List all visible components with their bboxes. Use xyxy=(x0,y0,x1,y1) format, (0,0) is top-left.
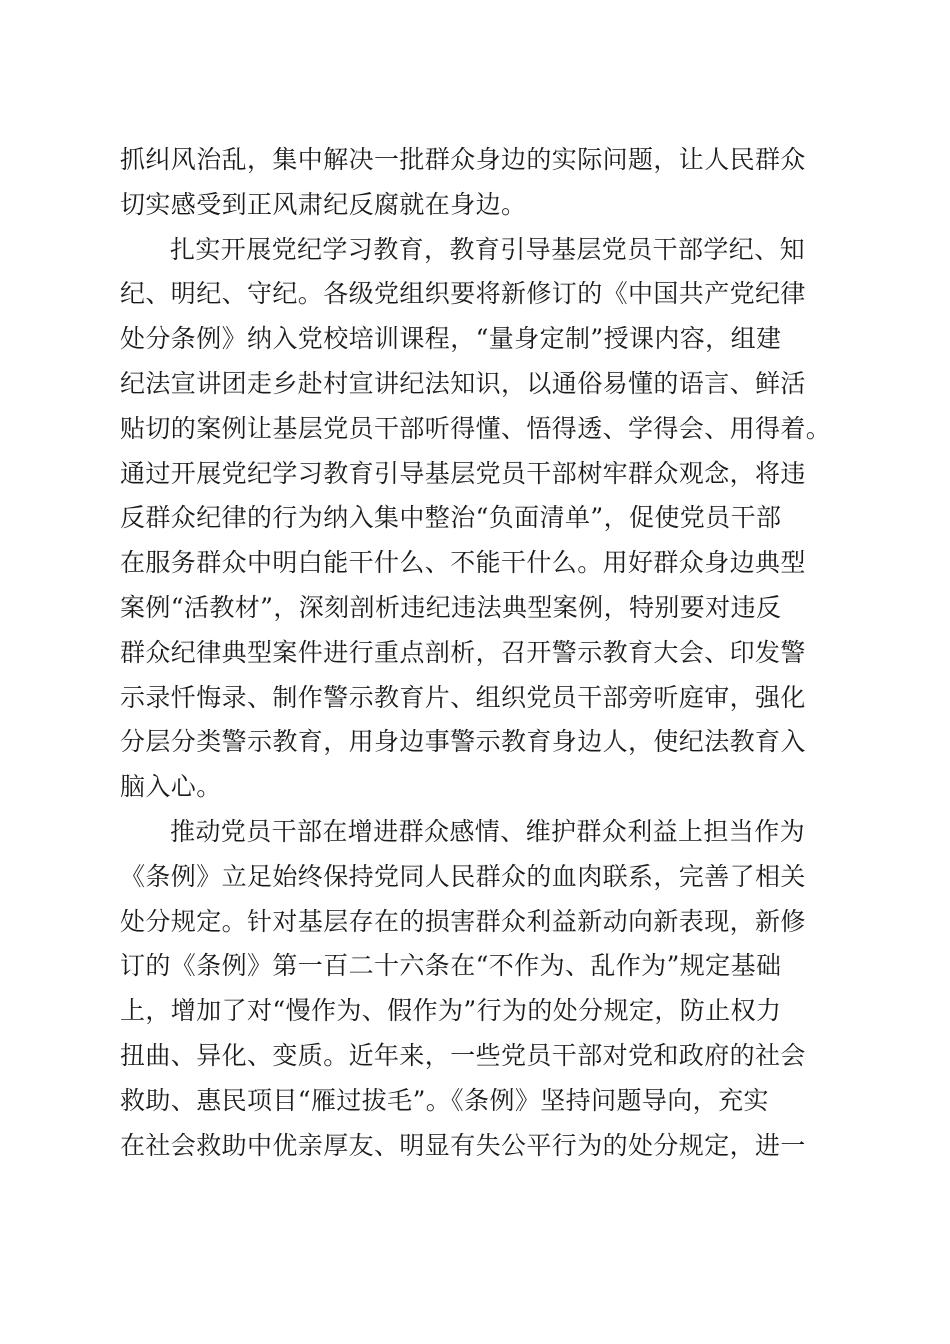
text-line: 通过开展党纪学习教育引导基层党员干部树牢群众观念，将违 xyxy=(120,458,806,488)
text-line: 在社会救助中优亲厚友、明显有失公平行为的处分规定，进一 xyxy=(120,1130,806,1160)
paragraph-heading-line: 扎实开展党纪学习教育，教育引导基层党员干部学纪、知 xyxy=(170,234,806,264)
text-line: 抓纠风治乱，集中解决一批群众身边的实际问题，让人民群众 xyxy=(120,145,806,174)
text-line: 处分条例》纳入党校培训课程，“量身定制”授课内容，组建 xyxy=(120,324,782,354)
text-line: 救助、惠民项目“雁过拔毛”。《条例》坚持问题导向，充实 xyxy=(120,1085,769,1115)
text-line: 处分规定。针对基层存在的损害群众利益新动向新表现，新修 xyxy=(120,906,806,936)
text-line: 订的《条例》第一百二十六条在“不作为、乱作为”规定基础 xyxy=(120,951,782,981)
text-line: 反群众纪律的行为纳入集中整治“负面清单”，促使党员干部 xyxy=(120,503,782,533)
text-line: 在服务群众中明白能干什么、不能干什么。用好群众身边典型 xyxy=(120,548,806,578)
text-line: 群众纪律典型案件进行重点剖析，召开警示教育大会、印发警 xyxy=(120,637,806,667)
text-line: 上，增加了对“慢作为、假作为”行为的处分规定，防止权力 xyxy=(120,996,782,1026)
text-line: 案例“活教材”，深刻剖析违纪违法典型案例，特别要对违反 xyxy=(120,592,782,622)
text-line: 切实感受到正风肃纪反腐就在身边。 xyxy=(120,189,527,219)
text-line: 纪法宣讲团走乡赴村宣讲纪法知识，以通俗易懂的语言、鲜活 xyxy=(120,368,806,398)
text-line: 贴切的案例让基层党员干部听得懂、悟得透、学得会、用得着。 xyxy=(120,413,832,443)
paragraph-heading-line: 推动党员干部在增进群众感情、维护群众利益上担当作为 xyxy=(170,816,806,846)
text-line: 示录忏悔录、制作警示教育片、组织党员干部旁听庭审，强化 xyxy=(120,682,806,712)
text-line: 脑入心。 xyxy=(120,772,222,802)
text-line: 《条例》立足始终保持党同人民群众的血肉联系，完善了相关 xyxy=(120,861,806,891)
text-line: 纪、明纪、守纪。各级党组织要将新修订的《中国共产党纪律 xyxy=(120,279,806,309)
document-page xyxy=(120,138,832,1168)
text-line: 扭曲、异化、变质。近年来，一些党员干部对党和政府的社会 xyxy=(120,1040,806,1070)
text-line: 分层分类警示教育，用身边事警示教育身边人，使纪法教育入 xyxy=(120,727,806,757)
